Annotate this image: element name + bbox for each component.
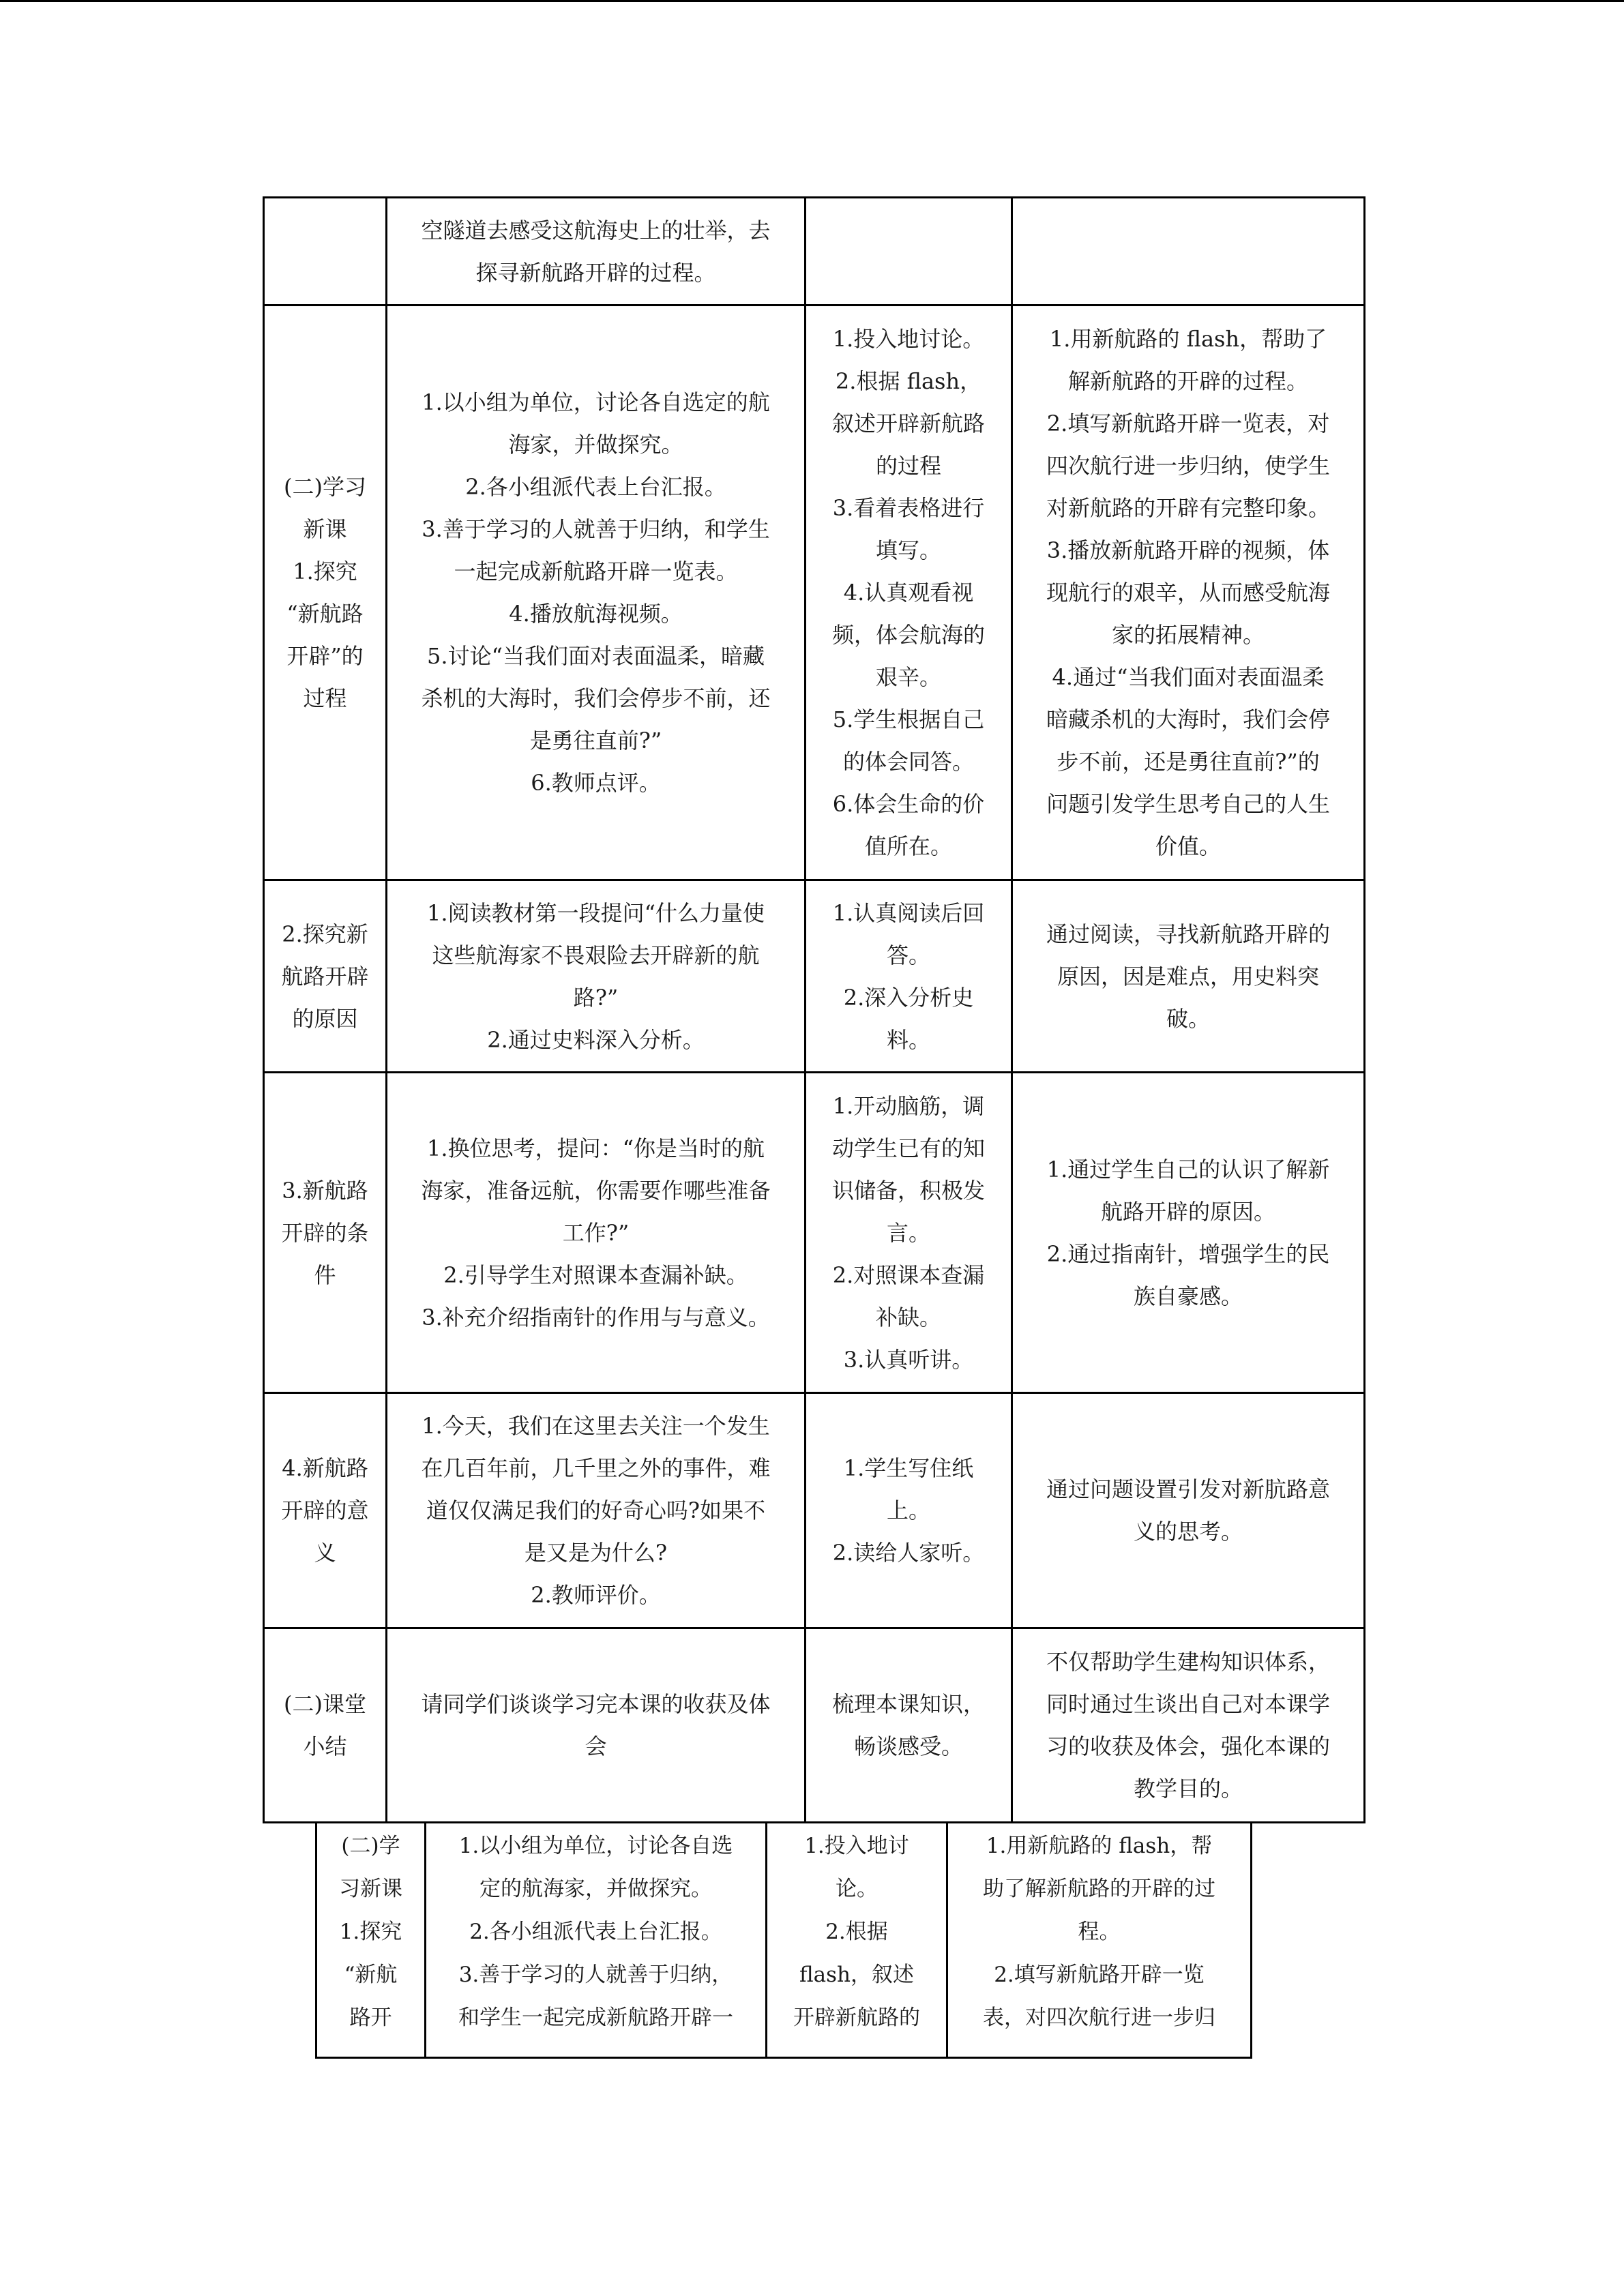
table-row: [264, 198, 1365, 305]
cell-line: 上。: [886, 1497, 930, 1523]
cell-line: 暗藏杀机的大海时，我们会停: [1046, 706, 1330, 732]
cell-line: 习新课: [339, 1877, 402, 1901]
cell-line: 2.通过指南针，增强学生的民: [1046, 1240, 1330, 1267]
design-intent-cell: [1012, 1393, 1365, 1628]
cell-line: 2.通过史料深入分析。: [487, 1026, 705, 1053]
cell-line: 2.教师评价。: [531, 1582, 661, 1608]
design-intent-cell: [1012, 1073, 1365, 1393]
teacher-activity-cell: [387, 305, 806, 880]
cell-line: “新航路: [286, 601, 364, 627]
cell-line: 族自豪感。: [1133, 1283, 1243, 1309]
teacher-activity-cell: [387, 1073, 806, 1393]
cell-line: 值所在。: [864, 833, 952, 859]
cell-line: 在几百年前，几千里之外的事件，难: [421, 1455, 771, 1481]
cell-line: 一起完成新航路开辟一览表。: [454, 558, 738, 584]
teacher-activity-cell: [387, 1628, 806, 1823]
cell-line: 工作?”: [562, 1219, 630, 1246]
cell-line: 1.通过学生自己的认识了解新: [1046, 1156, 1330, 1182]
cell-line: 4.通过“当我们面对表面温柔: [1052, 664, 1325, 690]
cell-line: 3.善于学习的人就善于归纳，和学生: [422, 516, 770, 542]
cell-line: 1.用新航路的 flash，帮助了: [1049, 326, 1327, 352]
cell-line: 价值。: [1155, 833, 1221, 859]
cell-line: 3.新航路: [282, 1177, 368, 1204]
cell-line: 空隧道去感受这航海史上的壮举，去: [421, 217, 771, 243]
cell-line: 通过阅读，寻找新航路开辟的: [1046, 921, 1330, 947]
cell-line: 是勇往直前?”: [529, 728, 662, 754]
cell-line: 2.根据 flash，: [835, 368, 982, 394]
student-activity-cell: [767, 1823, 947, 2058]
cell-line: 论。: [836, 1877, 878, 1901]
teacher-activity-cell: [387, 198, 806, 305]
cell-line: 解新航路的开辟的过程。: [1067, 368, 1308, 394]
cell-line: 2.探究新: [282, 921, 368, 947]
cell-line: 开辟”的: [286, 643, 364, 669]
cell-line: 路开: [349, 2006, 392, 2030]
cell-line: 1.今天，我们在这里去关注一个发生: [422, 1413, 770, 1439]
student-activity-cell: [806, 1628, 1012, 1823]
cell-line: 1.探究: [339, 1920, 402, 1944]
cell-line: 过程: [303, 685, 347, 711]
design-intent-cell: [1012, 880, 1365, 1073]
cell-line: 言。: [886, 1219, 930, 1246]
cell-line: 小结: [303, 1733, 347, 1759]
cell-line: 3.看着表格进行: [832, 495, 985, 521]
cell-line: 1.认真阅读后回: [832, 899, 985, 926]
stage-cell: [264, 198, 387, 305]
cell-line: 3.认真听讲。: [843, 1346, 974, 1373]
cell-line: 1.以小组为单位，讨论各自选: [458, 1834, 733, 1858]
cell-line: 梳理本课知识，: [831, 1691, 985, 1717]
cell-line: 1.换位思考，提问：“你是当时的航: [427, 1135, 765, 1161]
cell-line: 四次航行进一步归纳，使学生: [1046, 453, 1330, 479]
page-top-border: [0, 0, 1624, 2]
cell-line: 4.认真观看视: [843, 580, 974, 606]
cell-line: 海家，并做探究。: [508, 432, 683, 458]
design-intent-cell: [1012, 198, 1365, 305]
cell-line: 义: [314, 1540, 336, 1566]
cell-line: 4.播放航海视频。: [509, 601, 683, 627]
cell-line: 2.根据: [825, 1920, 888, 1944]
cell-line: 海家，准备远航，你需要作哪些准备: [421, 1177, 771, 1204]
cell-line: 1.投入地讨: [804, 1834, 909, 1858]
cell-line: 1.用新航路的 flash，帮: [986, 1834, 1213, 1858]
cell-line: 1.开动脑筋，调: [832, 1092, 985, 1119]
cell-line: flash，叙述: [799, 1963, 915, 1987]
cell-line: 识储备，积极发: [831, 1177, 985, 1204]
cell-line: 问题引发学生思考自己的人生: [1046, 791, 1330, 817]
cell-line: 不仅帮助学生建构知识体系，: [1046, 1649, 1330, 1675]
cell-line: 2.读给人家听。: [832, 1540, 985, 1566]
cell-line: 补缺。: [875, 1304, 941, 1330]
cell-line: 教学目的。: [1133, 1776, 1243, 1802]
cell-line: 是又是为什么?: [524, 1540, 668, 1566]
cell-line: 步不前，还是勇往直前?”的: [1057, 749, 1320, 775]
cell-line: 现航行的艰辛，从而感受航海: [1046, 580, 1330, 606]
cell-line: 2.深入分析史: [843, 984, 974, 1011]
duplicate-fragment-table: [315, 1821, 1252, 2059]
cell-line: 义的思考。: [1133, 1519, 1243, 1545]
cell-line: 通过问题设置引发对新肮路意: [1046, 1476, 1330, 1502]
cell-line: (二)学习: [284, 474, 366, 500]
cell-line: 1.投入地讨论。: [832, 326, 985, 352]
cell-line: 3.善于学习的人就善于归纳，: [458, 1963, 733, 1987]
cell-line: (二)课堂: [284, 1691, 366, 1717]
cell-line: 开辟的条: [281, 1219, 369, 1246]
cell-line: 6.体会生命的价: [832, 791, 985, 817]
cell-line: 助了解新航路的开辟的过: [983, 1877, 1215, 1901]
student-activity-cell: [806, 880, 1012, 1073]
stage-cell: [264, 1073, 387, 1393]
cell-line: 原因，因是难点，用史料突: [1057, 963, 1319, 989]
design-intent-cell: [1012, 305, 1365, 880]
cell-line: 表，对四次航行进一步归: [983, 2006, 1215, 2030]
cell-line: 和学生一起完成新航路开辟一: [458, 2006, 733, 2030]
cell-line: 家的拓展精神。: [1111, 622, 1265, 648]
cell-line: 畅谈感受。: [853, 1733, 963, 1759]
cell-line: 杀机的大海时，我们会停步不前，还: [421, 685, 771, 711]
cell-line: 2.对照课本查漏: [832, 1262, 985, 1288]
student-activity-cell: [806, 198, 1012, 305]
stage-cell: [316, 1823, 426, 2058]
cell-line: 道仅仅满足我们的好奇心吗?如果不: [426, 1497, 766, 1523]
cell-line: 航路开辟的原因。: [1100, 1198, 1275, 1225]
cell-line: 新课: [303, 516, 347, 542]
cell-line: 路?”: [573, 984, 619, 1011]
cell-line: 件: [314, 1262, 336, 1288]
table-row: [264, 880, 1365, 1073]
cell-line: 艰辛。: [875, 664, 941, 690]
cell-line: 5.学生根据自己: [832, 706, 985, 732]
cell-line: 5.讨论“当我们面对表面温柔，暗藏: [427, 643, 765, 669]
cell-line: 2.引导学生对照课本查漏补缺。: [443, 1262, 748, 1288]
cell-line: 破。: [1166, 1005, 1210, 1032]
cell-line: 3.补充介绍指南针的作用与与意义。: [422, 1304, 770, 1330]
teacher-activity-cell: [387, 1393, 806, 1628]
cell-line: 开辟的意: [281, 1497, 369, 1523]
cell-line: 探寻新航路开辟的过程。: [475, 259, 716, 286]
cell-line: 对新航路的开辟有完整印象。: [1046, 495, 1330, 521]
cell-line: 航路开辟: [281, 963, 369, 989]
student-activity-cell: [806, 305, 1012, 880]
teacher-activity-cell: [387, 880, 806, 1073]
cell-line: (二)学: [341, 1834, 400, 1858]
cell-line: 程。: [1078, 1920, 1121, 1944]
cell-line: 会: [585, 1733, 607, 1759]
cell-line: 2.各小组派代表上台汇报。: [465, 474, 726, 500]
cell-line: 同时通过生谈出自己对本课学: [1046, 1691, 1330, 1717]
cell-line: 频，体会航海的: [831, 622, 985, 648]
cell-line: “新航: [344, 1963, 398, 1987]
cell-line: 这些航海家不畏艰险去开辟新的航: [432, 942, 760, 968]
student-activity-cell: [806, 1073, 1012, 1393]
cell-line: 2.填写新航路开辟一览表，对: [1046, 411, 1330, 436]
cell-line: 填写。: [875, 537, 941, 563]
teacher-activity-cell: [426, 1823, 767, 2058]
table-row: [264, 1393, 1365, 1628]
stage-cell: [264, 880, 387, 1073]
stage-cell: [264, 305, 387, 880]
cell-line: 习的收获及体会，强化本课的: [1046, 1733, 1330, 1759]
student-activity-cell: [806, 1393, 1012, 1628]
cell-line: 的过程: [875, 453, 941, 479]
table-row: [264, 305, 1365, 880]
cell-line: 1.探究: [293, 558, 357, 584]
cell-line: 动学生已有的知: [831, 1135, 985, 1161]
lesson-plan-table: [263, 196, 1365, 1823]
cell-line: 的体会同答。: [842, 749, 974, 775]
table-row: [316, 1823, 1252, 2058]
cell-line: 2.填写新航路开辟一览: [994, 1963, 1205, 1987]
cell-line: 6.教师点评。: [531, 770, 661, 796]
cell-line: 2.各小组派代表上台汇报。: [469, 1920, 722, 1944]
stage-cell: [264, 1628, 387, 1823]
cell-line: 请同学们谈谈学习完本课的收获及体: [421, 1691, 771, 1717]
cell-line: 4.新航路: [282, 1455, 368, 1481]
cell-line: 定的航海家，并做探究。: [479, 1877, 712, 1901]
cell-line: 1.以小组为单位，讨论各自选定的航: [422, 389, 770, 415]
cell-line: 答。: [886, 942, 930, 968]
cell-line: 1.学生写住纸: [843, 1455, 974, 1481]
cell-line: 的原因: [292, 1005, 358, 1032]
stage-cell: [264, 1393, 387, 1628]
design-intent-cell: [947, 1823, 1252, 2058]
cell-line: 叙述开辟新航路: [831, 411, 985, 436]
design-intent-cell: [1012, 1628, 1365, 1823]
cell-line: 开辟新航路的: [793, 2006, 920, 2030]
table-row: [264, 1628, 1365, 1823]
cell-line: 3.播放新航路开辟的视频，体: [1046, 537, 1330, 563]
table-row: [264, 1073, 1365, 1393]
cell-line: 料。: [886, 1026, 930, 1053]
cell-line: 1.阅读教材第一段提问“什么力量使: [427, 899, 765, 926]
